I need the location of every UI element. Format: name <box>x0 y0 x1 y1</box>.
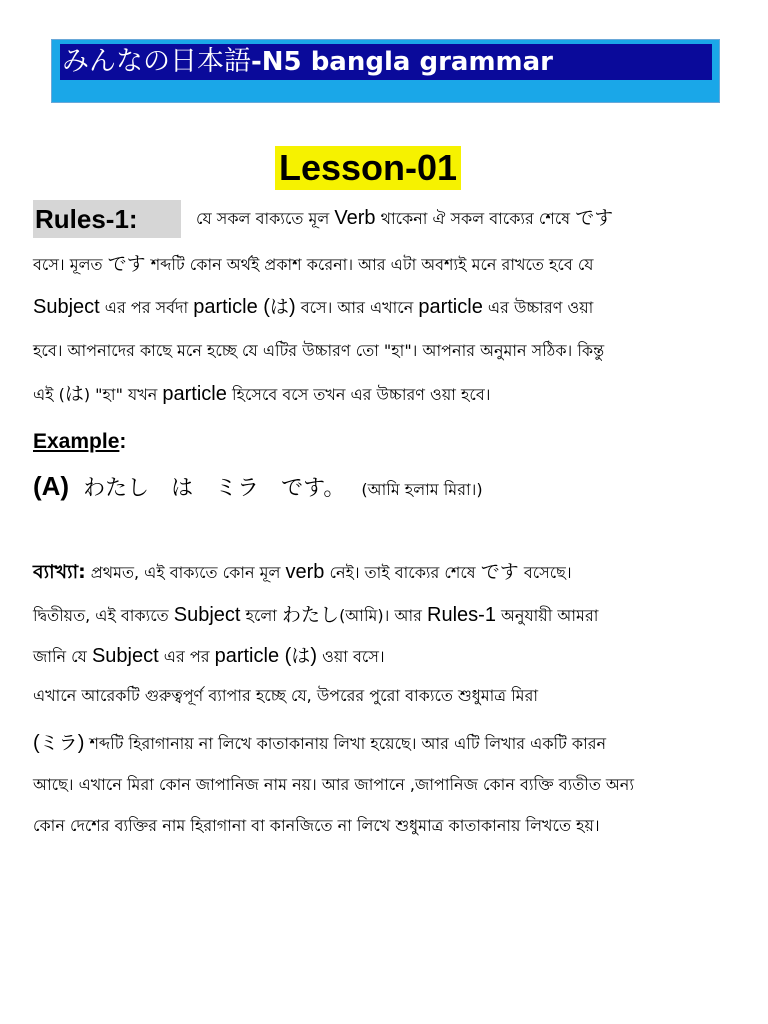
text-run: এর উচ্চারণ ওয়া <box>482 298 594 317</box>
example-label: Example <box>33 430 120 453</box>
example-a <box>33 470 483 506</box>
text-run: ) <box>310 645 317 667</box>
text-run: থাকেনা ঐ সকল বাক্যের শেষে <box>375 209 576 228</box>
text-run: যে সকল বাক্যতে মূল <box>196 209 335 228</box>
text-run: শব্দটি কোন অর্থই প্রকাশ করেনা। আর এটা অবশ্যই মনে রাখতে হবে যে <box>145 255 594 274</box>
lesson-title: Lesson-01 <box>275 146 461 190</box>
text-run: です <box>575 207 614 229</box>
text-run: আছে। এখানে মিরা কোন জাপানিজ নাম নয়। আর জাপানে ,জাপানিজ কোন ব্যক্তি ব্যতীত অন্য <box>33 775 634 794</box>
rules-label: Rules-1: <box>33 200 181 238</box>
text-run: বসে। আর এখানে <box>295 298 419 317</box>
text-run: এই ( <box>33 385 65 404</box>
text-run: Subject <box>91 645 159 667</box>
example-a-japanese: わたし は ミラ です。 <box>83 476 346 501</box>
banner-title <box>60 44 712 80</box>
text-run: Subject <box>173 604 241 626</box>
text-run: ミラ <box>39 732 78 754</box>
rules-line-1 <box>196 205 613 232</box>
text-run: ওয়া বসে। <box>316 647 385 666</box>
text-run: です <box>480 561 519 583</box>
text-run: হবে। আপনাদের কাছে মনে হচ্ছে যে এটির উচ্চারণ তো "হা"। আপনার অনুমান সঠিক। কিন্তু <box>33 341 605 360</box>
text-run: わたし <box>282 604 340 626</box>
text-run: は <box>269 296 289 318</box>
explanation-line-7 <box>33 813 600 839</box>
text-run: অনুযায়ী আমরা <box>495 606 599 625</box>
text-run: বসে। মূলত <box>33 255 108 274</box>
rules-line-4 <box>33 338 604 364</box>
text-run: particle <box>418 296 483 318</box>
text-run: এর পর <box>158 647 215 666</box>
explanation-line-1 <box>33 559 572 586</box>
banner-title-jp: みんなの日本語 <box>62 46 251 77</box>
text-run: এর পর সর্বদা <box>99 298 194 317</box>
text-run: です <box>107 253 146 275</box>
explanation-line-4 <box>33 683 538 709</box>
text-run: particle ( <box>214 645 292 667</box>
text-run: দ্বিতীয়ত, এই বাক্যতে <box>33 606 174 625</box>
explanation-line-3 <box>33 643 385 670</box>
text-run: は <box>64 383 84 405</box>
example-a-bangla: (আমি হলাম মিরা।) <box>361 480 483 499</box>
text-run: জানি যে <box>33 647 92 666</box>
text-run: particle ( <box>193 296 270 318</box>
explanation-line-5 <box>33 730 606 757</box>
rules-line-3 <box>33 294 593 321</box>
text-run: শব্দটি হিরাগানায় না লিখে কাতাকানায় লিখা হয়েছে। আর এটি লিখার একটি কারন <box>84 734 607 753</box>
text-run: হলো <box>240 606 283 625</box>
text-run: ( <box>33 732 40 754</box>
text-run: ) <box>77 732 85 754</box>
text-run: ) <box>288 296 296 318</box>
example-colon: : <box>119 430 127 453</box>
banner-title-en: -N5 bangla grammar <box>251 47 554 77</box>
explanation-line-2 <box>33 602 598 629</box>
text-run: (আমি)। আর <box>339 606 428 625</box>
rules-line-5 <box>33 381 490 408</box>
text-run: হিসেবে বসে তখন এর উচ্চারণ ওয়া হবে। <box>226 385 491 404</box>
header-banner <box>51 39 720 103</box>
text-run: প্রথমত, এই বাক্যতে কোন মূল <box>85 563 286 582</box>
text-run: は <box>291 645 311 667</box>
text-run: এখানে আরেকটি গুরুত্বপূর্ণ ব্যাপার হচ্ছে যে, উপরের পুরো বাক্যতে শুধুমাত্র মিরা <box>33 686 539 705</box>
explanation-line-6 <box>33 772 634 798</box>
text-run: ) "হা" যখন <box>83 385 163 404</box>
text-run: বসেছে। <box>518 563 572 582</box>
text-run: particle <box>162 383 227 405</box>
text-run: Rules-1 <box>427 604 496 626</box>
text-run: Subject <box>33 296 100 318</box>
text-run: verb <box>285 561 325 583</box>
text-run: কোন দেশের ব্যক্তির নাম হিরাগানা বা কানজিতে না লিখে শুধুমাত্র কাতাকানায় লিখতে হয়। <box>33 816 600 835</box>
example-heading <box>33 428 126 456</box>
explanation-label: ব্যাখ্যা: <box>33 561 86 583</box>
example-a-label: (A) <box>33 471 70 501</box>
text-run: নেই। তাই বাক্যের শেষে <box>324 563 481 582</box>
text-run: Verb <box>334 207 376 229</box>
rules-line-2 <box>33 251 594 278</box>
